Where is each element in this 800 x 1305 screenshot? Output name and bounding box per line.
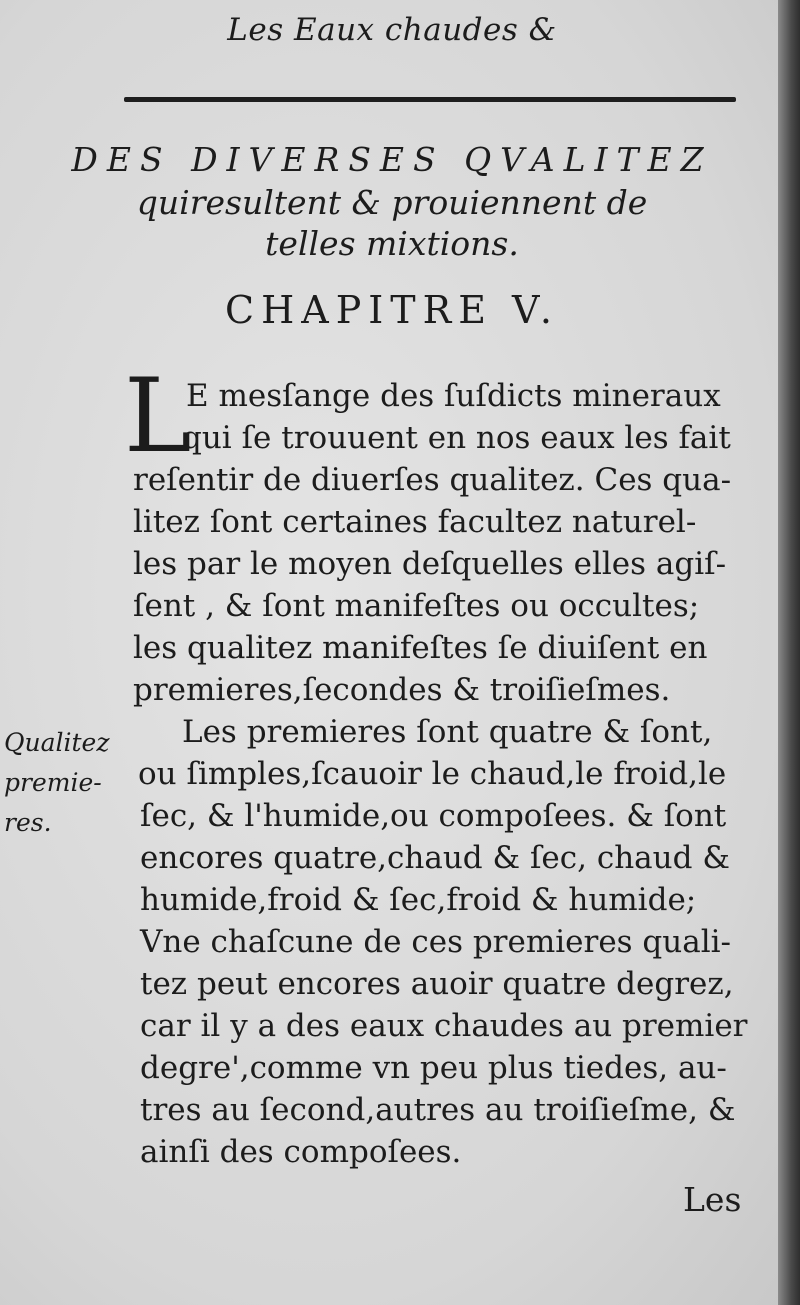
title-line-2: quiresultent & prouiennent de — [136, 183, 648, 222]
margin-note-line: premie- — [4, 768, 102, 797]
text-line: tez peut encores auoir quatre degrez, — [140, 966, 734, 1002]
title-line-1: DES DIVERSES QVALITEZ — [71, 140, 713, 179]
header-rule — [124, 97, 736, 102]
text-line: ou ſimples,ſcauoir le chaud,le froid,le — [138, 756, 727, 792]
drop-cap: L — [124, 357, 192, 476]
text-line: les qualitez manifeſtes ſe diuiſent en — [133, 630, 708, 666]
text-line: qui ſe trouuent en nos eaux les fait — [182, 420, 731, 456]
text-line: humide,froid & ſec,froid & humide; — [140, 882, 697, 918]
text-line: tres au ſecond,autres au troiſieſme, & — [140, 1092, 736, 1128]
text-line: premieres,ſecondes & troiſieſmes. — [133, 672, 671, 708]
running-head: Les Eaux chaudes & — [227, 12, 557, 48]
text-line: reſentir de diuerſes qualitez. Ces qua- — [133, 462, 732, 498]
margin-note-line: Qualitez — [4, 728, 110, 757]
text-line: degre',comme vn peu plus tiedes, au- — [140, 1050, 727, 1086]
text-line: car il y a des eaux chaudes au premier — [140, 1008, 748, 1044]
text-line: Vne chaſcune de ces premieres quali- — [140, 924, 732, 960]
text-line: ſent , & ſont manifeſtes ou occultes; — [133, 588, 700, 624]
text-line: ſec, & l'humide,ou compoſees. & ſont — [140, 798, 727, 834]
text-line: ainſi des compoſees. — [140, 1134, 462, 1170]
text-line: encores quatre,chaud & ſec, chaud & — [140, 840, 730, 876]
page-edge-shadow — [778, 0, 800, 1305]
margin-note-line: res. — [4, 808, 52, 837]
title-line-3: telles mixtions. — [265, 224, 519, 263]
chapter-heading: CHAPITRE V. — [225, 288, 559, 332]
text-line: les par le moyen deſquelles elles agiſ- — [133, 546, 727, 582]
text-line: litez ſont certaines facultez naturel- — [133, 504, 697, 540]
text-line: E mesſange des ſuſdicts mineraux — [186, 378, 721, 414]
catchword: Les — [683, 1180, 742, 1219]
text-line: Les premieres ſont quatre & ſont, — [182, 714, 713, 750]
